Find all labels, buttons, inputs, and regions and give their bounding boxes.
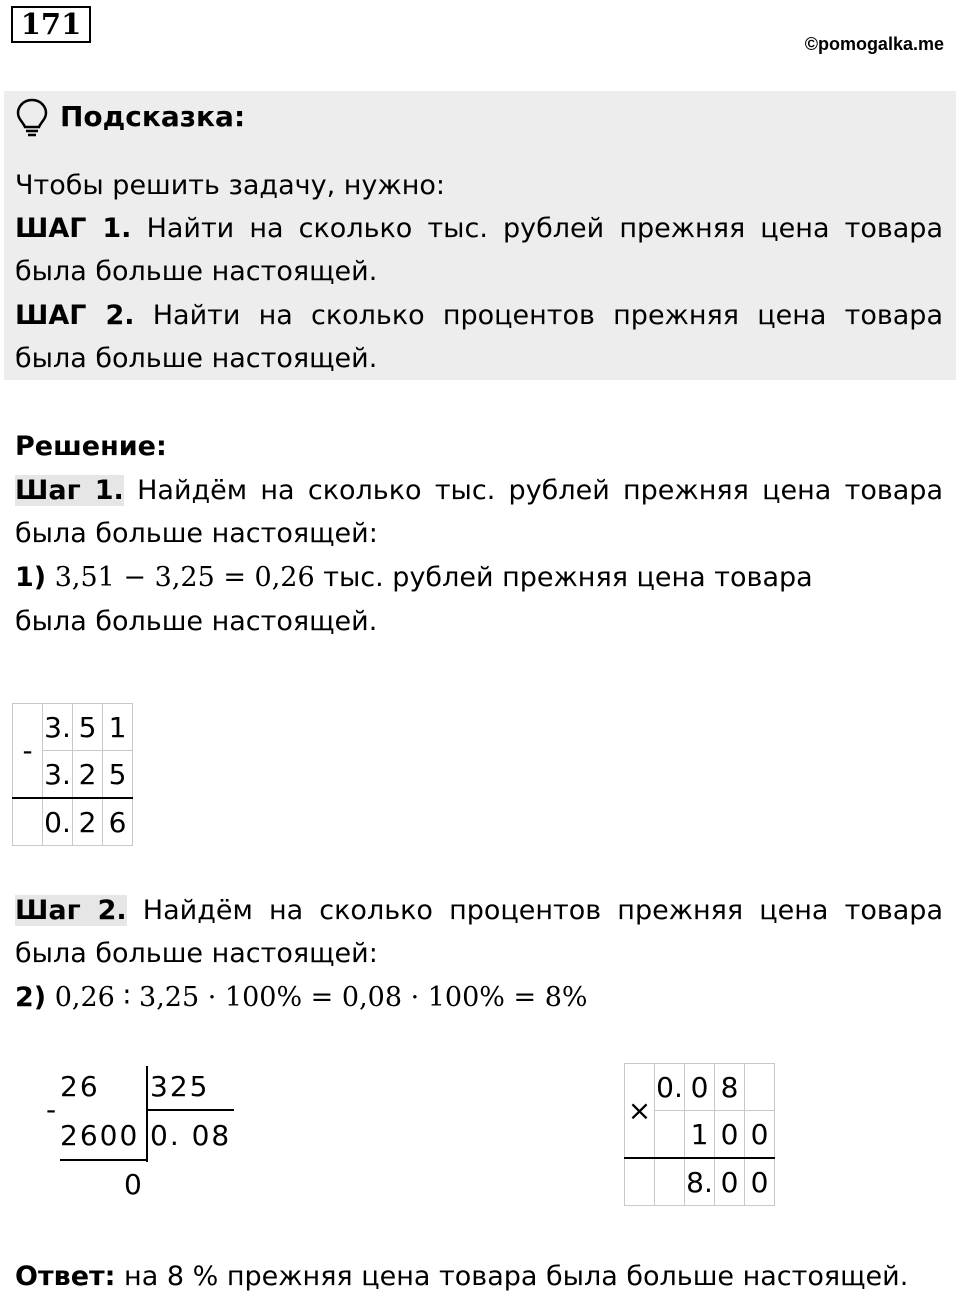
solution-step1-cont: была больше настоящей: bbox=[15, 518, 378, 549]
digit-cell: 0 bbox=[745, 1158, 775, 1206]
problem-number: 171 bbox=[11, 6, 91, 43]
solution-step2-text: Найдём на сколько процентов прежняя цена товара bbox=[142, 895, 943, 926]
hint-title: Подсказка: bbox=[60, 100, 246, 133]
equation-1 bbox=[15, 562, 813, 593]
hint-step2 bbox=[15, 300, 943, 331]
hint-step1-text: Найти на сколько тыс. рублей прежняя цена товара bbox=[146, 213, 943, 244]
digit-cell: 1 bbox=[685, 1111, 715, 1159]
empty-cell bbox=[13, 798, 43, 846]
digit-cell bbox=[655, 1158, 685, 1206]
digit-cell: 0 bbox=[745, 1111, 775, 1159]
digit-cell: 3. bbox=[43, 704, 73, 751]
digit-cell: 8. bbox=[685, 1158, 715, 1206]
solution-step1-label: Шаг 1. bbox=[15, 475, 124, 506]
digit-cell: 0. bbox=[655, 1064, 685, 1111]
solution-step2-cont: была больше настоящей: bbox=[15, 938, 378, 969]
hint-step1-cont: была больше настоящей. bbox=[15, 256, 378, 287]
digit-cell: 5 bbox=[103, 751, 133, 799]
division-divisor: 325 bbox=[150, 1070, 210, 1103]
digit-cell: 5 bbox=[73, 704, 103, 751]
digit-cell: 8 bbox=[715, 1064, 745, 1111]
equation-2 bbox=[15, 982, 588, 1013]
copyright: ©pomogalka.me bbox=[804, 34, 944, 54]
answer bbox=[15, 1261, 908, 1292]
division-subtraction-line bbox=[60, 1159, 148, 1161]
subtraction-row bbox=[13, 704, 133, 751]
division-remainder: 0 bbox=[124, 1168, 144, 1201]
hint-step1-label: ШАГ 1. bbox=[15, 213, 132, 244]
digit-cell: 0. bbox=[43, 798, 73, 846]
digit-cell bbox=[745, 1064, 775, 1111]
solution-step2 bbox=[15, 895, 943, 926]
division-dividend: 26 bbox=[60, 1070, 100, 1103]
equation-1-text: тыс. рублей прежняя цена товара bbox=[314, 562, 813, 593]
solution-step1-text: Найдём на сколько тыс. рублей прежняя цена товара bbox=[137, 475, 943, 506]
hint-step1 bbox=[15, 213, 943, 244]
equation-1-number: 1) bbox=[15, 562, 47, 593]
empty-cell bbox=[625, 1158, 655, 1206]
division-subtrahend: 2600 bbox=[60, 1119, 140, 1152]
hint-step2-label: ШАГ 2. bbox=[15, 300, 135, 331]
digit-cell: 2 bbox=[73, 751, 103, 799]
hint-step2-cont: была больше настоящей. bbox=[15, 343, 378, 374]
division-minus: - bbox=[46, 1093, 59, 1126]
digit-cell: 2 bbox=[73, 798, 103, 846]
equation-1-cont: была больше настоящей. bbox=[15, 606, 378, 637]
answer-text: на 8 % прежняя цена товара была больше настоящей. bbox=[115, 1261, 909, 1292]
equation-1-math: 3,51 − 3,25 = 0,26 bbox=[54, 562, 315, 593]
subtraction-grid bbox=[12, 703, 133, 846]
solution-title: Решение: bbox=[15, 431, 167, 462]
division-quotient: 0. 08 bbox=[150, 1119, 232, 1152]
digit-cell: 3. bbox=[43, 751, 73, 799]
multiplication-row bbox=[625, 1064, 775, 1111]
digit-cell: 1 bbox=[103, 704, 133, 751]
division-divisor-line bbox=[146, 1109, 234, 1111]
solution-step2-label: Шаг 2. bbox=[15, 895, 127, 926]
equation-2-math: 0,26 ∶ 3,25 · 100% = 0,08 · 100% = 8% bbox=[54, 982, 588, 1013]
digit-cell: 0 bbox=[715, 1158, 745, 1206]
lightbulb-icon bbox=[15, 97, 49, 139]
digit-cell: 6 bbox=[103, 798, 133, 846]
equation-2-number: 2) bbox=[15, 982, 47, 1013]
solution-step1 bbox=[15, 475, 943, 506]
multiplication-result-row bbox=[625, 1158, 775, 1206]
digit-cell: 0 bbox=[715, 1111, 745, 1159]
answer-label: Ответ: bbox=[15, 1261, 116, 1292]
hint-step2-text: Найти на сколько процентов прежняя цена товара bbox=[152, 300, 943, 331]
subtraction-result-row bbox=[13, 798, 133, 846]
division-vertical-bar bbox=[146, 1066, 148, 1162]
minus-sign: - bbox=[13, 704, 43, 799]
times-sign: × bbox=[625, 1064, 655, 1159]
digit-cell bbox=[655, 1111, 685, 1159]
hint-intro: Чтобы решить задачу, нужно: bbox=[15, 170, 445, 201]
digit-cell: 0 bbox=[685, 1064, 715, 1111]
multiplication-grid bbox=[624, 1063, 775, 1206]
